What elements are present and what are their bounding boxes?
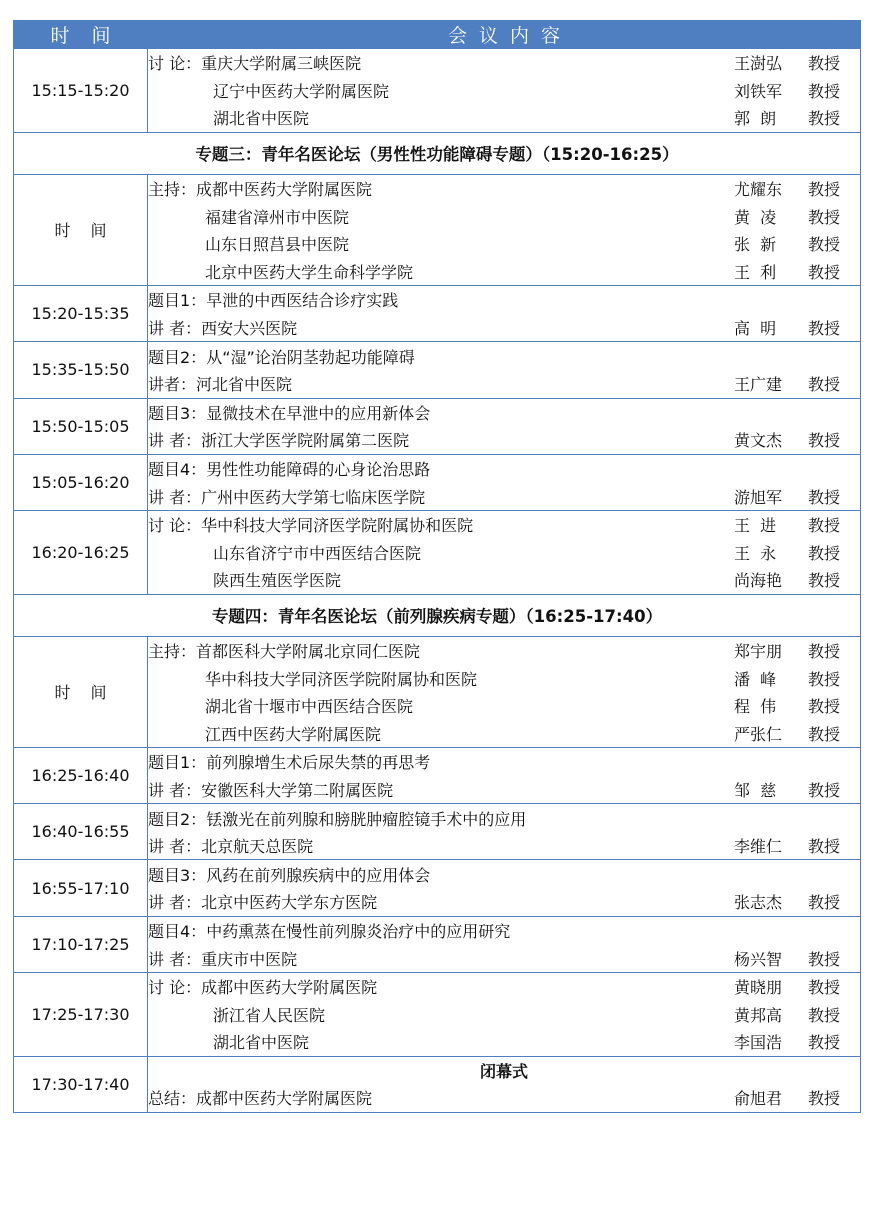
- speaker-title: 教授: [808, 669, 841, 689]
- line-label: 讨 论：: [148, 516, 202, 536]
- content-line: [148, 692, 860, 720]
- session-time-text: 16:40-16:55: [31, 822, 130, 842]
- speaker-name: 游旭军: [734, 487, 783, 507]
- content-line: [148, 104, 860, 132]
- session-time-text: 16:55-17:10: [31, 878, 130, 898]
- session-row: [14, 916, 861, 972]
- session-row: [14, 342, 861, 398]
- speaker-title: 教授: [808, 81, 841, 101]
- line-text: 显微技术在早泄中的应用新体会: [206, 403, 431, 423]
- content-line: [148, 664, 860, 692]
- content-line: [148, 77, 860, 105]
- session-time-text: 15:20-15:35: [31, 304, 130, 324]
- line-label: 讲 者：: [148, 837, 202, 857]
- line-text: 北京中医药大学生命科学学院: [205, 262, 414, 282]
- content-line: [148, 888, 860, 916]
- content-line: [148, 399, 860, 427]
- content-line: [148, 49, 860, 77]
- speaker-name: 王 进: [734, 516, 777, 536]
- line-text: 成都中医药大学附属医院: [196, 1089, 373, 1109]
- table-header-row: [14, 21, 861, 49]
- line-text: 男性性功能障碍的心身论治思路: [206, 460, 431, 480]
- line-text: 华中科技大学同济医学院附属协和医院: [201, 516, 474, 536]
- session-row: [14, 398, 861, 454]
- header-content: 会议内容: [148, 21, 861, 49]
- line-text: 山东省济宁市中西医结合医院: [213, 543, 422, 563]
- session-content: [148, 454, 861, 510]
- speaker-title: 教授: [808, 180, 841, 200]
- session-time: [14, 454, 148, 510]
- session-content: [148, 916, 861, 972]
- session-time: [14, 49, 148, 133]
- session-time-text: 时间: [54, 221, 127, 241]
- line-text: 福建省漳州市中医院: [205, 207, 350, 227]
- session-time-text: 15:35-15:50: [31, 360, 130, 380]
- speaker-title: 教授: [808, 949, 841, 969]
- speaker-name: 郑宇朋: [734, 641, 783, 661]
- session-time: [14, 804, 148, 860]
- session-content: [148, 860, 861, 916]
- session-row: [14, 1056, 861, 1112]
- line-label: 题目2：: [148, 809, 207, 829]
- speaker-name: 尤耀东: [734, 180, 783, 200]
- speaker-name: 俞旭君: [734, 1089, 783, 1109]
- content-line: [148, 286, 860, 314]
- line-label: 题目1：: [148, 291, 207, 311]
- speaker-title: 教授: [808, 54, 841, 74]
- speaker-name: 黄 凌: [734, 207, 777, 227]
- session-time: [14, 342, 148, 398]
- speaker-title: 教授: [808, 837, 841, 857]
- content-line: [148, 511, 860, 539]
- session-time: [14, 972, 148, 1056]
- content-line: [148, 455, 860, 483]
- line-text: 辽宁中医药大学附属医院: [213, 81, 390, 101]
- speaker-name: 王澍弘: [734, 54, 783, 74]
- speaker-title: 教授: [808, 1089, 841, 1109]
- section-row: [14, 594, 861, 636]
- speaker-title: 教授: [808, 1033, 841, 1053]
- session-content: [148, 342, 861, 398]
- speaker-title: 教授: [808, 375, 841, 395]
- section-title: 专题三：青年名医论坛（男性性功能障碍专题）（15:20-16:25）: [14, 132, 861, 174]
- speaker-title: 教授: [808, 724, 841, 744]
- speaker-name: 黄晓朋: [734, 978, 783, 998]
- line-label: 主持：: [148, 641, 197, 661]
- content-line: [148, 748, 860, 776]
- content-line: [148, 973, 860, 1001]
- line-text: 安徽医科大学第二附属医院: [201, 780, 394, 800]
- line-label: 题目4：: [148, 921, 207, 941]
- content-line: [148, 860, 860, 888]
- session-time: [14, 636, 148, 747]
- session-row: [14, 804, 861, 860]
- speaker-name: 杨兴智: [734, 949, 783, 969]
- line-text: 河北省中医院: [196, 375, 293, 395]
- speaker-title: 教授: [808, 207, 841, 227]
- line-text: 湖北省中医院: [213, 109, 310, 129]
- speaker-name: 张志杰: [734, 893, 783, 913]
- line-text: 江西中医药大学附属医院: [205, 724, 382, 744]
- line-label: 讲 者：: [148, 487, 202, 507]
- session-time-text: 15:05-16:20: [31, 472, 130, 492]
- session-row: [14, 972, 861, 1056]
- line-text: 华中科技大学同济医学院附属协和医院: [205, 669, 478, 689]
- session-time: [14, 174, 148, 285]
- line-text: 从“湿”论治阴茎勃起功能障碍: [206, 347, 415, 367]
- line-text: 北京中医药大学东方医院: [201, 893, 378, 913]
- session-content: [148, 804, 861, 860]
- line-label: 题目3：: [148, 865, 207, 885]
- speaker-name: 潘 峰: [734, 669, 777, 689]
- speaker-name: 李维仁: [734, 837, 783, 857]
- line-label: 讨 论：: [148, 978, 202, 998]
- session-time-text: 16:25-16:40: [31, 766, 130, 786]
- speaker-title: 教授: [808, 235, 841, 255]
- session-row: [14, 49, 861, 133]
- line-label: 讲 者：: [148, 893, 202, 913]
- line-text: 浙江大学医学院附属第二医院: [201, 431, 410, 451]
- schedule-table: [13, 20, 861, 1113]
- session-time: [14, 1056, 148, 1112]
- content-line: [148, 776, 860, 804]
- header-time: 时间: [14, 21, 148, 49]
- content-line: [148, 258, 860, 286]
- line-label: 总结：: [148, 1089, 197, 1109]
- speaker-name: 王 永: [734, 543, 777, 563]
- speaker-title: 教授: [808, 516, 841, 536]
- session-row: [14, 174, 861, 285]
- speaker-name: 尚海艳: [734, 571, 783, 591]
- line-text: 重庆大学附属三峡医院: [201, 54, 362, 74]
- content-line: [148, 566, 860, 594]
- session-time-text: 时间: [54, 683, 127, 703]
- content-line: [148, 804, 860, 832]
- content-line: [148, 370, 860, 398]
- speaker-title: 教授: [808, 262, 841, 282]
- line-text: 北京航天总医院: [201, 837, 314, 857]
- session-content: [148, 398, 861, 454]
- session-time-text: 17:25-17:30: [31, 1004, 130, 1024]
- speaker-title: 教授: [808, 780, 841, 800]
- line-label: 讲 者：: [148, 780, 202, 800]
- content-line: [148, 1028, 860, 1056]
- ceremony-title: 闭幕式: [479, 1061, 528, 1081]
- session-time: [14, 748, 148, 804]
- content-line: [148, 230, 860, 258]
- session-time-text: 16:20-16:25: [31, 542, 130, 562]
- session-row: [14, 636, 861, 747]
- session-time: [14, 916, 148, 972]
- session-content: [148, 748, 861, 804]
- line-text: 中药熏蒸在慢性前列腺炎治疗中的应用研究: [206, 921, 511, 941]
- speaker-title: 教授: [808, 978, 841, 998]
- session-time: [14, 860, 148, 916]
- line-label: 讲者：: [148, 375, 197, 395]
- content-line: [148, 342, 860, 370]
- content-line: [148, 175, 860, 203]
- line-label: 题目3：: [148, 403, 207, 423]
- speaker-name: 严张仁: [734, 724, 783, 744]
- session-time: [14, 286, 148, 342]
- session-content: [148, 510, 861, 594]
- session-row: [14, 860, 861, 916]
- speaker-name: 黄邦高: [734, 1005, 783, 1025]
- speaker-name: 王 利: [734, 262, 777, 282]
- session-time-text: 15:15-15:20: [31, 80, 130, 100]
- line-text: 前列腺增生术后尿失禁的再思考: [206, 753, 431, 773]
- content-line: [148, 1000, 860, 1028]
- speaker-name: 程 伟: [734, 697, 777, 717]
- speaker-title: 教授: [808, 431, 841, 451]
- line-text: 风药在前列腺疾病中的应用体会: [206, 865, 431, 885]
- line-text: 首都医科大学附属北京同仁医院: [196, 641, 421, 661]
- speaker-title: 教授: [808, 487, 841, 507]
- speaker-title: 教授: [808, 1005, 841, 1025]
- content-line: [148, 426, 860, 454]
- session-row: [14, 748, 861, 804]
- speaker-title: 教授: [808, 571, 841, 591]
- session-row: [14, 454, 861, 510]
- session-content: [148, 286, 861, 342]
- session-time-text: 17:10-17:25: [31, 934, 130, 954]
- line-text: 湖北省中医院: [213, 1033, 310, 1053]
- line-text: 重庆市中医院: [201, 949, 298, 969]
- line-text: 早泄的中西医结合诊疗实践: [206, 291, 399, 311]
- speaker-title: 教授: [808, 319, 841, 339]
- line-text: 湖北省十堰市中西医结合医院: [205, 697, 414, 717]
- line-label: 主持：: [148, 180, 197, 200]
- content-line: [148, 482, 860, 510]
- speaker-name: 郭 朗: [734, 109, 777, 129]
- section-row: [14, 132, 861, 174]
- speaker-name: 高 明: [734, 319, 777, 339]
- content-line: [148, 314, 860, 342]
- content-line: [148, 944, 860, 972]
- content-line: [148, 719, 860, 747]
- content-line: [148, 539, 860, 567]
- line-label: 讲 者：: [148, 319, 202, 339]
- line-text: 铥激光在前列腺和膀胱肿瘤腔镜手术中的应用: [206, 809, 527, 829]
- line-text: 陕西生殖医学医院: [213, 571, 342, 591]
- line-text: 山东日照莒县中医院: [205, 235, 350, 255]
- schedule-body: [14, 49, 861, 1113]
- content-line: [148, 202, 860, 230]
- content-line: [148, 637, 860, 665]
- session-row: [14, 510, 861, 594]
- speaker-name: 刘铁军: [734, 81, 783, 101]
- session-time: [14, 510, 148, 594]
- line-text: 成都中医药大学附属医院: [196, 180, 373, 200]
- speaker-title: 教授: [808, 109, 841, 129]
- line-text: 西安大兴医院: [201, 319, 298, 339]
- speaker-title: 教授: [808, 641, 841, 661]
- session-time-text: 17:30-17:40: [31, 1074, 130, 1094]
- speaker-title: 教授: [808, 543, 841, 563]
- speaker-title: 教授: [808, 697, 841, 717]
- session-content: [148, 972, 861, 1056]
- line-label: 题目4：: [148, 460, 207, 480]
- session-time-text: 15:50-15:05: [31, 416, 130, 436]
- speaker-name: 王广建: [734, 375, 783, 395]
- section-title: 专题四：青年名医论坛（前列腺疾病专题）（16:25-17:40）: [14, 594, 861, 636]
- content-line: [148, 1084, 860, 1112]
- line-label: 题目2：: [148, 347, 207, 367]
- session-content: [148, 49, 861, 133]
- speaker-title: 教授: [808, 893, 841, 913]
- line-label: 讲 者：: [148, 431, 202, 451]
- session-content: [148, 1056, 861, 1112]
- line-text: 浙江省人民医院: [213, 1005, 326, 1025]
- line-label: 讲 者：: [148, 949, 202, 969]
- speaker-name: 邹 慈: [734, 780, 777, 800]
- session-time: [14, 398, 148, 454]
- line-text: 成都中医药大学附属医院: [201, 978, 378, 998]
- session-row: [14, 286, 861, 342]
- speaker-name: 李国浩: [734, 1033, 783, 1053]
- speaker-name: 张 新: [734, 235, 777, 255]
- content-line: [148, 917, 860, 945]
- line-label: 题目1：: [148, 753, 207, 773]
- session-content: [148, 174, 861, 285]
- session-content: [148, 636, 861, 747]
- speaker-name: 黄文杰: [734, 431, 783, 451]
- line-text: 广州中医药大学第七临床医学院: [201, 487, 426, 507]
- line-label: 讨 论：: [148, 54, 202, 74]
- content-line: [148, 832, 860, 860]
